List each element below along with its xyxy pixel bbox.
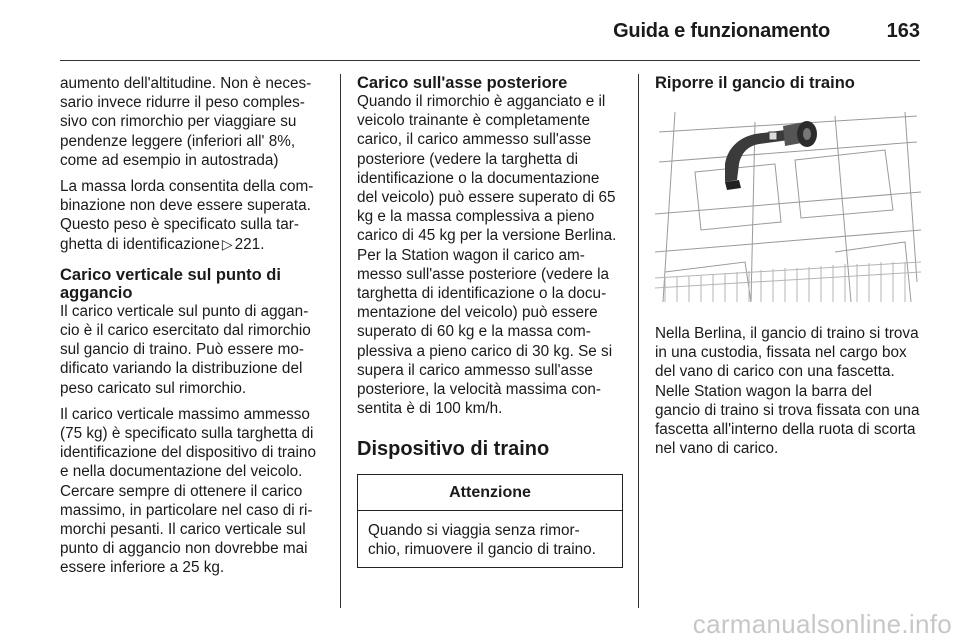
attention-body: Quando si viaggia senza rimor-chio, rimuovere il gancio di traino.: [368, 521, 596, 559]
paragraph-altitude: aumento dell'altitudine. Non è neces-sario invece ridurre il peso comples-sivo con rimorchio per viaggiare su pendenze leggere (inferiori all' 8%, come ad esempio in autostrada): [60, 75, 312, 169]
column-3: [655, 74, 921, 465]
paragraph-rear-axle-load: Quando il rimorchio è agganciato e il veicolo trainante è completamente carico, il carico ammesso sull'asse posteriore (vedere la targhetta di identificazione o la documentazione del veicolo) può essere superato di 65 kg e la massa complessiva a pieno carico di 45 kg per la versione Berlina. Per la Station wagon il carico am-messo sull'asse posteriore (vedere la targhetta di identificazione o la docu-mentazione del veicolo) può essere superato di 60 kg e la massa com-plessiva a pieno carico di 30 kg. Se si supera il carico ammesso sull'asse posteriore, la velocità massima con-sentita è di 100 km/h.: [357, 93, 617, 418]
column-divider-2: [638, 74, 639, 608]
paragraph-vertical-load: Il carico verticale sul punto di aggan-cio è il carico esercitato dal rimorchio sul gancio di traino. Può essere mo-dificato variando la distribuzione del peso caricato sul rimorchio.: [60, 302, 311, 397]
column-1: [60, 74, 326, 585]
heading-vertical-load: Carico verticale sul punto di aggancio: [60, 265, 281, 302]
page-header: [60, 14, 920, 58]
header-title: Guida e funzionamento: [613, 20, 830, 42]
section-title-towing-device: Dispositivo di traino: [357, 438, 550, 461]
column-divider-1: [340, 74, 341, 608]
header-rule: [60, 60, 920, 61]
towbar-stowage-image: [655, 102, 921, 312]
paragraph-gross-mass: [60, 177, 326, 254]
paragraph-stow-towbar: Nella Berlina, il gancio di traino si trova in una custodia, fissata nel cargo box del vano di carico con una fascetta. Nelle Station wagon la barra del gancio di traino si trova fissata con una fascetta all'interno della ruota di scorta nel vano di carico.: [655, 325, 920, 458]
gross-mass-text: La massa lorda consentita della com-binazione non deve essere superata. Questo peso è specificato sulla tar-ghetta di identificazione: [60, 178, 314, 253]
page-number: 163: [886, 20, 920, 42]
towbar-illustration: [655, 102, 921, 312]
watermark: carmanualsonline.info: [692, 609, 952, 639]
heading-rear-axle-load: Carico sull'asse posteriore: [357, 74, 568, 92]
triangle-arrow-icon: ▷: [221, 235, 233, 252]
attention-box: [357, 474, 623, 569]
heading-stow-towbar: Riporre il gancio di traino: [655, 74, 855, 92]
paragraph-max-vertical-load: Il carico verticale massimo ammesso (75 kg) è specificato sulla targhetta di identificazione del dispositivo di traino e nella documentazione del veicolo. Cercare sempre di ottenere il carico massimo, in particolare nel caso di ri-morchi pesanti. Il carico verticale sul punto di aggancio non dovrebbe mai essere inferiore a 25 kg.: [60, 405, 316, 577]
attention-title: Attenzione: [358, 475, 622, 511]
page-reference-link[interactable]: 221.: [234, 235, 265, 253]
column-2: [357, 74, 623, 568]
